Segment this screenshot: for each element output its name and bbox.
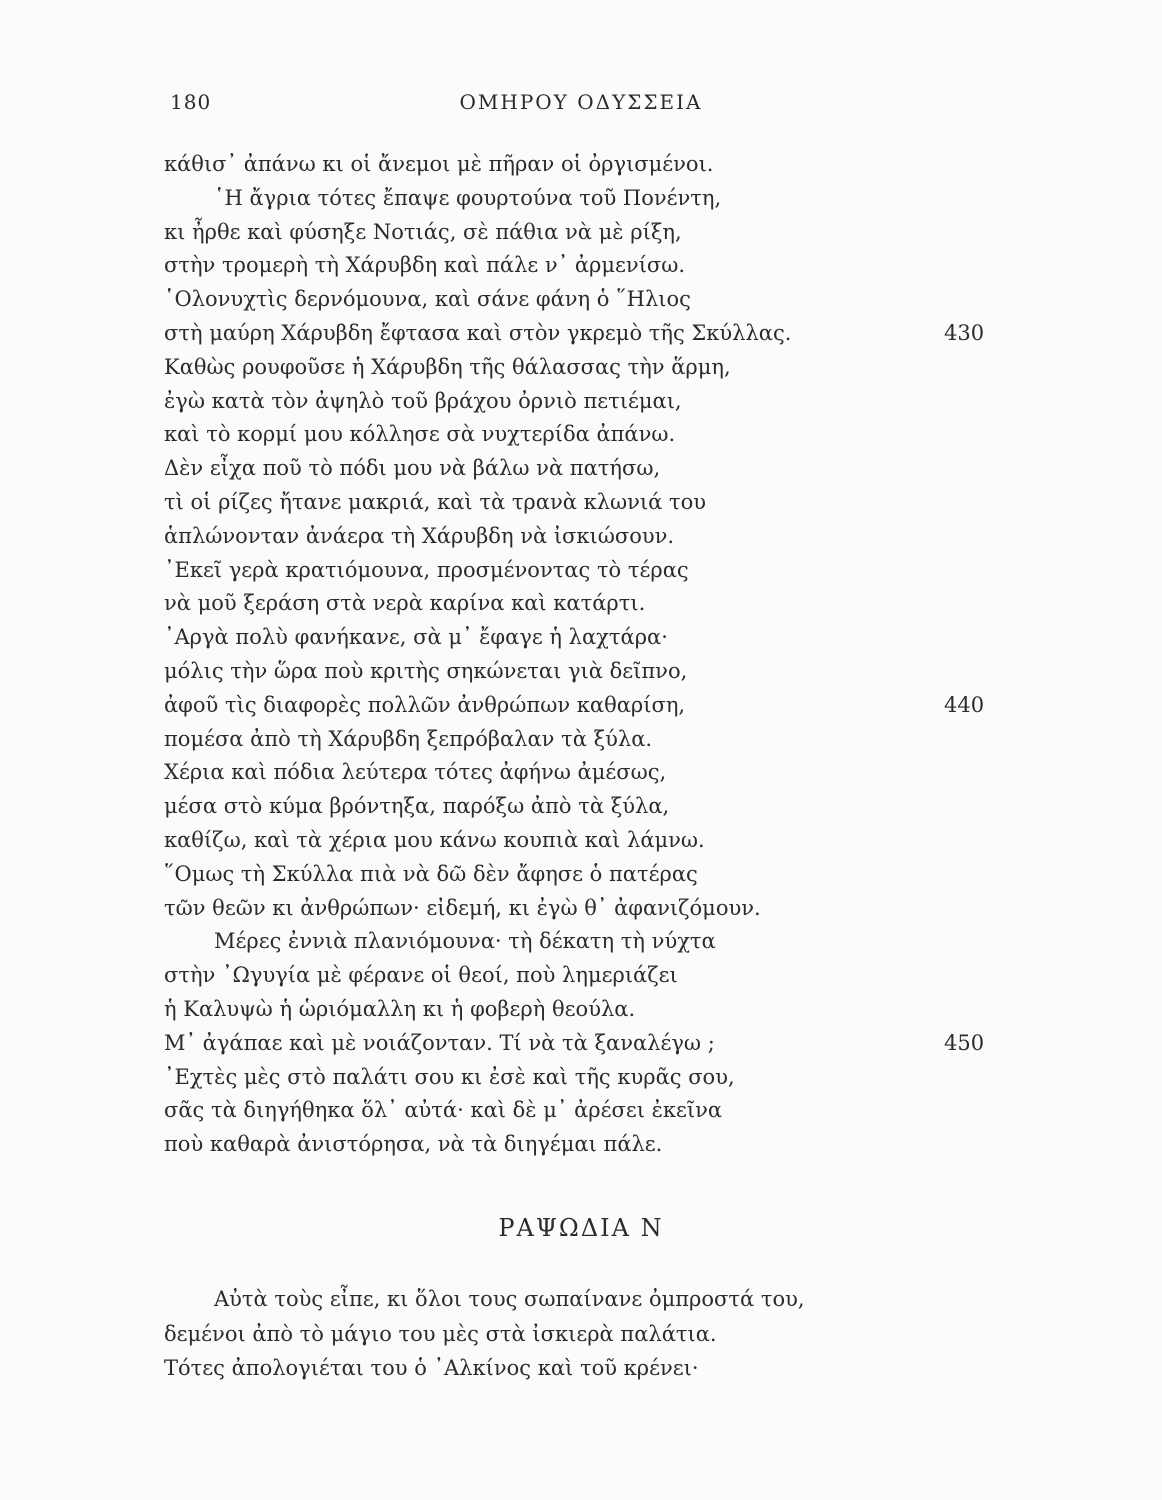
verse-text: κάθισ᾽ ἀπάνω κι οἱ ἄνεμοι μὲ πῆραν οἱ ὀργισμένοι. — [164, 152, 714, 176]
verse-line — [164, 790, 1024, 824]
verse-text: τῶν θεῶν κι ἀνθρώπων· εἰδεμή, κι ἐγὼ θ᾽ ἀφανιζόμουν. — [164, 895, 761, 920]
line-number: 430 — [944, 320, 985, 345]
line-number: 450 — [944, 1030, 985, 1055]
verse-line — [164, 587, 1024, 621]
verse-text: ῾Ολονυχτὶς δερνόμουνα, καὶ σάνε φάνη ὁ ῞Ηλιος — [164, 287, 691, 312]
page-number: 180 — [170, 90, 212, 114]
verse-text: Μέρες ἐννιὰ πλανιόμουνα· τὴ δέκατη τὴ νύχτα — [214, 929, 716, 954]
verse-line — [164, 486, 1024, 520]
verse-line — [164, 1027, 1024, 1061]
verse-line — [164, 858, 1024, 892]
verse-line — [164, 452, 1024, 486]
verse-line — [164, 216, 1024, 250]
verse-text: μόλις τὴν ὥρα ποὺ κριτὴς σηκώνεται γιὰ δεῖπνο, — [164, 658, 688, 683]
verse-text: ῾Η ἄγρια τότες ἔπαψε φουρτούνα τοῦ Πονέντη, — [214, 185, 722, 210]
verse-text: Καθὼς ρουφοῦσε ἡ Χάρυβδη τῆς θάλασσας τὴν ἅρμη, — [164, 354, 731, 379]
verse-text: καὶ τὸ κορμί μου κόλλησε σὰ νυχτερίδα ἀπάνω. — [164, 422, 676, 447]
verse-line — [164, 993, 1024, 1027]
verse-line — [164, 317, 1024, 351]
verse-text: κι ἦρθε καὶ φύσηξε Νοτιάς, σὲ πάθια νὰ μὲ ρίξη, — [164, 219, 682, 244]
verse-line — [164, 520, 1024, 554]
verse-line — [164, 182, 1024, 216]
verse-text: Δὲν εἶχα ποῦ τὸ πόδι μου νὰ βάλω νὰ πατήσω, — [164, 456, 661, 481]
verse-text: καθίζω, καὶ τὰ χέρια μου κάνω κουπιὰ καὶ λάμνω. — [164, 827, 705, 852]
verse-line — [164, 892, 1024, 926]
running-head: ΟΜΗΡΟΥ ΟΔΥΣΣΕΙΑ — [459, 90, 703, 114]
verse-text: ᾽Εκεῖ γερὰ κρατιόμουνα, προσμένοντας τὸ τέρας — [164, 557, 689, 582]
verse-line — [164, 1094, 1024, 1128]
verse-text: τὶ οἱ ρίζες ἤτανε μακριά, καὶ τὰ τρανὰ κλωνιά του — [164, 489, 707, 514]
verse-line — [164, 1128, 1024, 1162]
verse-block — [164, 148, 1024, 1162]
verse-line — [164, 621, 1024, 655]
verse-line — [164, 554, 1024, 588]
verse-line — [164, 959, 1024, 993]
verse-line — [164, 418, 1024, 452]
verse-line — [164, 351, 1024, 385]
verse-line — [164, 824, 1024, 858]
verse-text: ἁπλώνονταν ἀνάερα τὴ Χάρυβδη νὰ ἰσκιώσουν. — [164, 523, 675, 548]
verse-text: ποὺ καθαρὰ ἀνιστόρησα, νὰ τὰ διηγέμαι πάλε. — [164, 1132, 663, 1157]
verse-text: Αὐτὰ τοὺς εἶπε, κι ὅλοι τους σωπαίνανε ὀμπροστά του, — [214, 1287, 805, 1311]
verse-line — [164, 249, 1024, 283]
verse-text: ᾽Εχτὲς μὲς στὸ παλάτι σου κι ἐσὲ καὶ τῆς κυρᾶς σου, — [164, 1064, 735, 1089]
verse-text: μέσα στὸ κύμα βρόντηξα, παρόξω ἀπὸ τὰ ξύλα, — [164, 794, 670, 819]
rhapsody-heading: ΡΑΨΩΔΙΑ Ν — [498, 1214, 664, 1242]
verse-line — [164, 925, 1024, 959]
verse-text: ἡ Καλυψὼ ἡ ὡριόμαλλη κι ἡ φοβερὴ θεούλα. — [164, 996, 636, 1021]
verse-text: ἀφοῦ τὶς διαφορὲς πολλῶν ἀνθρώπων καθαρίση, — [164, 692, 686, 717]
verse-line — [164, 756, 1024, 790]
verse-text: στὴν ᾽Ωγυγία μὲ φέρανε οἱ θεοί, ποὺ λημεριάζει — [164, 963, 678, 988]
verse-text: δεμένοι ἀπὸ τὸ μάγιο του μὲς στὰ ἰσκιερὰ παλάτια. — [164, 1321, 717, 1346]
verse-text: ῞Ομως τὴ Σκύλλα πιὰ νὰ δῶ δὲν ἄφησε ὁ πατέρας — [164, 861, 698, 886]
verse-text: στὴ μαύρη Χάρυβδη ἔφτασα καὶ στὸν γκρεμὸ τῆς Σκύλλας. — [164, 320, 792, 345]
verse-line — [164, 1317, 1024, 1352]
verse-text: στὴν τρομερὴ τὴ Χάρυβδη καὶ πάλε ν᾽ ἀρμενίσω. — [164, 253, 686, 278]
verse-text: Μ᾽ ἀγάπαε καὶ μὲ νοιάζονταν. Τί νὰ τὰ ξαναλέγω ; — [164, 1030, 715, 1055]
verse-line — [164, 1061, 1024, 1095]
verse-line — [164, 689, 1024, 723]
verse-line — [164, 723, 1024, 757]
verse-line — [164, 1282, 1024, 1317]
verse-block-2 — [164, 1282, 1024, 1386]
verse-line — [164, 283, 1024, 317]
verse-text: σᾶς τὰ διηγήθηκα ὅλ᾽ αὐτά· καὶ δὲ μ᾽ ἀρέσει ἐκεῖνα — [164, 1098, 723, 1123]
verse-text: ᾽Αργὰ πολὺ φανήκανε, σὰ μ᾽ ἔφαγε ἡ λαχτάρα· — [164, 625, 668, 650]
verse-text: Τότες ἀπολογιέται του ὁ ᾽Αλκίνος καὶ τοῦ κρένει· — [164, 1356, 699, 1380]
verse-text: νὰ μοῦ ξεράση στὰ νερὰ καρίνα καὶ κατάρτι. — [164, 591, 646, 616]
line-number: 440 — [944, 692, 985, 717]
verse-line — [164, 385, 1024, 419]
verse-line — [164, 148, 1024, 182]
verse-text: ἐγὼ κατὰ τὸν ἀψηλὸ τοῦ βράχου ὀρνιὸ πετιέμαι, — [164, 388, 682, 413]
verse-text: Χέρια καὶ πόδια λεύτερα τότες ἀφήνω ἀμέσως, — [164, 760, 667, 785]
verse-line — [164, 1351, 1024, 1386]
verse-text: πομέσα ἀπὸ τὴ Χάρυβδη ξεπρόβαλαν τὰ ξύλα. — [164, 726, 653, 751]
verse-line — [164, 655, 1024, 689]
